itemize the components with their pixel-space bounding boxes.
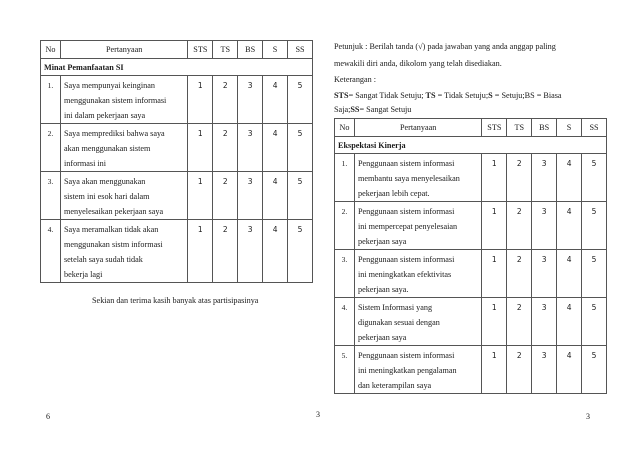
statement-line: membantu saya menyelesaikan [357,174,460,183]
option-ts[interactable]: 2 [507,154,532,202]
option-sts[interactable]: 1 [482,202,507,250]
statement-line: pekerjaan lebih cepat. [357,189,430,198]
statement-line: ini mempercepat penyelesaian [357,222,458,231]
row-number: 4. [335,298,355,346]
col-header-bs: BS [532,119,557,137]
section-title: Ekspektasi Kinerja [335,137,607,154]
statement-line: Saya meramalkan tidak akan [63,225,159,234]
right-table-body [335,137,607,394]
statement-line: ini meningkatkan efektivitas [357,270,452,279]
statement-cell [354,250,481,298]
option-ts[interactable]: 2 [213,124,238,172]
legend-line-1 [334,89,604,102]
row-number: 4. [41,220,61,283]
instruction-line-2: mewakili diri anda, dikolom yang telah disediakan. [334,59,502,68]
table-row [41,76,313,124]
statement-cell [354,154,481,202]
option-ss[interactable]: 5 [582,154,607,202]
col-header-bs: BS [238,41,263,59]
option-bs[interactable]: 3 [532,202,557,250]
option-sts[interactable]: 1 [482,154,507,202]
col-header-no: No [335,119,355,137]
legend-s-desc: = Setuju;BS = Biasa [494,91,562,100]
option-s[interactable]: 4 [557,250,582,298]
row-number: 5. [335,346,355,394]
keterangan-label: Keterangan : [334,75,377,84]
table-row [41,220,313,283]
left-questionnaire-table [40,40,313,283]
table-row [41,172,313,220]
statement-line: digunakan sesuai dengan [357,318,440,327]
statement-line: bekerja lagi [63,270,103,279]
option-sts[interactable]: 1 [482,298,507,346]
statement-line: Penggunaan sistem informasi [357,159,455,168]
option-bs[interactable]: 3 [238,172,263,220]
col-header-ts: TS [507,119,532,137]
legend-sts-desc: = Sangat Tidak Setuju; [348,91,424,100]
option-bs[interactable]: 3 [238,124,263,172]
table-row [41,124,313,172]
option-ts[interactable]: 2 [507,298,532,346]
option-ss[interactable]: 5 [582,298,607,346]
option-sts[interactable]: 1 [188,76,213,124]
statement-line: Saya memprediksi bahwa saya [63,129,165,138]
col-header-pertanyaan: Pertanyaan [60,41,187,59]
option-bs[interactable]: 3 [238,76,263,124]
option-sts[interactable]: 1 [482,346,507,394]
statement-line: ini dalam pekerjaan saya [63,111,146,120]
col-header-sts: STS [482,119,507,137]
statement-cell [354,346,481,394]
statement-line: ini meningkatkan pengalaman [357,366,457,375]
option-ts[interactable]: 2 [213,172,238,220]
legend-line2-start: Saja; [334,105,351,114]
right-questionnaire-table [334,118,607,394]
section-title: Minat Pemanfaatan SI [41,59,313,76]
row-number: 1. [335,154,355,202]
statement-line: Penggunaan sistem informasi [357,351,455,360]
col-header-ss: SS [288,41,313,59]
col-header-s: S [557,119,582,137]
option-bs[interactable]: 3 [238,220,263,283]
statement-line: Penggunaan sistem informasi [357,255,455,264]
closing-text: Sekian dan terima kasih banyak atas partisipasinya [92,296,259,305]
option-bs[interactable]: 3 [532,298,557,346]
option-s[interactable]: 4 [557,202,582,250]
col-header-no: No [41,41,61,59]
statement-line: menggunakan sistm informasi [63,240,163,249]
option-sts[interactable]: 1 [188,220,213,283]
statement-line: pekerjaan saya. [357,285,409,294]
option-ts[interactable]: 2 [213,220,238,283]
statement-line: pekerjaan saya [357,333,407,342]
statement-cell [60,76,187,124]
statement-cell [354,202,481,250]
legend-s-abbr: S [488,91,493,100]
table-row [335,250,607,298]
statement-line: Sistem Informasi yang [357,303,433,312]
row-number: 3. [41,172,61,220]
row-number: 2. [335,202,355,250]
table-header-row [41,41,313,59]
statement-cell [60,220,187,283]
option-sts[interactable]: 1 [188,124,213,172]
option-ss[interactable]: 5 [582,202,607,250]
legend-sts-abbr: STS [334,91,349,100]
option-ts[interactable]: 2 [507,250,532,298]
option-ts[interactable]: 2 [507,202,532,250]
option-s[interactable]: 4 [263,76,288,124]
left-table-body [41,59,313,283]
option-ts[interactable]: 2 [507,346,532,394]
statement-line: Saya akan menggunakan [63,177,146,186]
option-ss[interactable]: 5 [288,124,313,172]
statement-line: informasi ini [63,159,107,168]
statement-line: Penggunaan sistem informasi [357,207,455,216]
statement-line: sistem ini esok hari dalam [63,192,150,201]
col-header-pertanyaan: Pertanyaan [354,119,481,137]
option-sts[interactable]: 1 [482,250,507,298]
option-ss[interactable]: 5 [288,172,313,220]
statement-line: pekerjaan saya [357,237,407,246]
row-number: 1. [41,76,61,124]
instruction-line-1: Petunjuk : Berilah tanda (√) pada jawaban yang anda anggap paling [334,42,556,51]
option-s[interactable]: 4 [263,124,288,172]
option-s[interactable]: 4 [263,220,288,283]
row-number: 2. [41,124,61,172]
option-ss[interactable]: 5 [288,76,313,124]
legend-ss-desc: = Sangat Setuju [359,105,412,114]
row-number: 3. [335,250,355,298]
table-row [335,202,607,250]
legend-ss-abbr: SS [350,105,360,114]
option-bs[interactable]: 3 [532,250,557,298]
statement-line: menggunakan sistem informasi [63,96,167,105]
option-s[interactable]: 4 [557,298,582,346]
option-ss[interactable]: 5 [288,220,313,283]
col-header-sts: STS [188,41,213,59]
option-ts[interactable]: 2 [213,76,238,124]
page-number: 3 [586,412,590,421]
option-bs[interactable]: 3 [532,346,557,394]
statement-line: setelah saya sudah tidak [63,255,143,264]
option-ss[interactable]: 5 [582,346,607,394]
option-sts[interactable]: 1 [188,172,213,220]
statement-cell [60,124,187,172]
page-edge-mark: 3 [316,410,320,419]
option-ss[interactable]: 5 [582,250,607,298]
col-header-s: S [263,41,288,59]
table-row [335,298,607,346]
option-s[interactable]: 4 [557,154,582,202]
option-s[interactable]: 4 [263,172,288,220]
table-header-row [335,119,607,137]
statement-line: menyelesaikan pekerjaan saya [63,207,164,216]
page-number: 6 [46,412,50,421]
statement-line: Saya mempunyai keinginan [63,81,155,90]
table-row [335,154,607,202]
option-bs[interactable]: 3 [532,154,557,202]
table-row [335,346,607,394]
statement-line: dan keterampilan saya [357,381,432,390]
option-s[interactable]: 4 [557,346,582,394]
statement-cell [60,172,187,220]
legend-line-2 [334,103,604,116]
statement-line: akan menggunakan sistem [63,144,151,153]
col-header-ss: SS [582,119,607,137]
legend-ts-abbr: TS [425,91,436,100]
col-header-ts: TS [213,41,238,59]
legend-ts-desc: = Tidak Setuju; [437,91,489,100]
statement-cell [354,298,481,346]
